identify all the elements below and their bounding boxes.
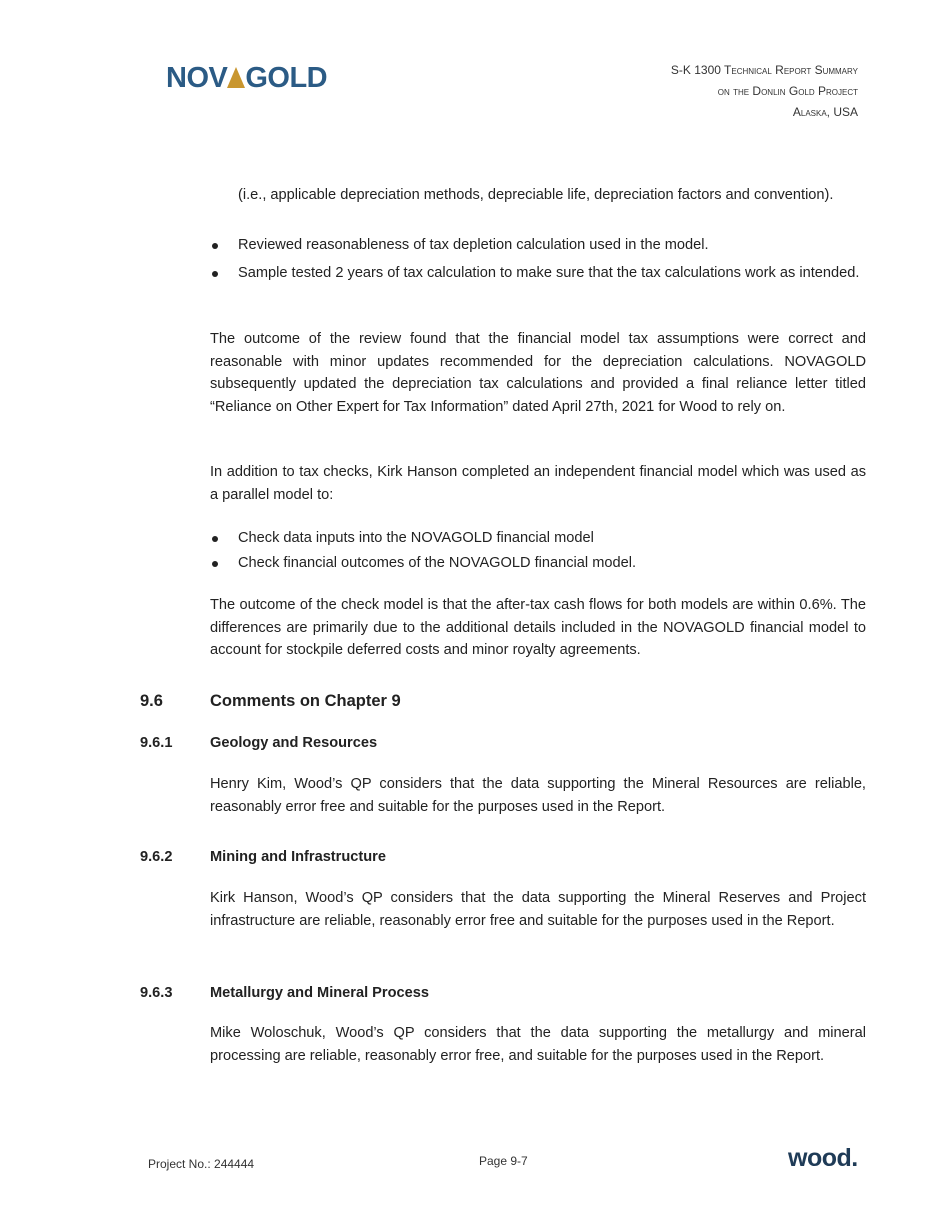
list-item: [210, 552, 866, 576]
report-title: [671, 60, 858, 123]
wood-logo: wood.: [788, 1144, 858, 1172]
list-item-text: Check data inputs into the NOVAGOLD financial model: [238, 530, 594, 546]
logo-text-left: NOV: [166, 62, 228, 94]
subsection-number: 9.6.3: [140, 985, 173, 1001]
list-item-text: Sample tested 2 years of tax calculation to make sure that the tax calculations work as intended.: [238, 264, 860, 281]
subsection-number: 9.6.1: [140, 735, 173, 751]
list-item: [210, 234, 866, 258]
logo-text-right: GOLD: [245, 62, 328, 94]
paragraph-check-model: The outcome of the check model is that the after-tax cash flows for both models are within 0.6%. The differences are primarily due to the additional details included in the NOVAGOLD financial model to account for stockpile deferred costs and minor royalty agreements.: [210, 597, 866, 659]
bullet-icon: [212, 561, 218, 567]
subsection-heading-geology: [140, 735, 377, 751]
section-number: 9.6: [140, 692, 163, 710]
report-title-line-1: S-K 1300 Technical Report Summary: [670, 63, 858, 77]
page-number: Page 9-7: [479, 1154, 528, 1168]
paragraph-mining: Kirk Hanson, Wood’s QP considers that the data supporting the Mineral Reserves and Project infrastructure are reliable, reasonably error free and suitable for the purposes used in the Report.: [210, 890, 866, 929]
list-item-text: Check financial outcomes of the NOVAGOLD financial model.: [238, 554, 636, 571]
subsection-title: Metallurgy and Mineral Process: [210, 985, 429, 1001]
paragraph-tax-checks: In addition to tax checks, Kirk Hanson completed an independent financial model which was used as a parallel model to:: [210, 464, 866, 503]
list-item-text: Reviewed reasonableness of tax depletion calculation used in the model.: [238, 237, 709, 253]
bullet-list-top: [210, 234, 866, 285]
project-number: Project No.: 244444: [148, 1157, 255, 1171]
report-title-line-3: Alaska, USA: [792, 105, 858, 119]
section-heading: [140, 692, 401, 711]
paragraph-review-outcome: The outcome of the review found that the financial model tax assumptions were correct and reasonable with minor updates recommended for the depreciation calculations. NOVAGOLD subsequently updated the depreciation tax calculations and provided a final reliance letter titled “Reliance on Other Expert for Tax Information” dated April 27th, 2021 for Wood to rely on.: [210, 331, 866, 416]
paragraph-geology: Henry Kim, Wood’s QP considers that the data supporting the Mineral Resources are reliable, reasonably error free and suitable for the purposes used in the Report.: [210, 776, 866, 815]
list-item: [210, 262, 866, 286]
subsection-number: 9.6.2: [140, 849, 173, 865]
paragraph-metallurgy: Mike Woloschuk, Wood’s QP considers that the data supporting the metallurgy and mineral processing are reliable, reasonably error free, and suitable for the purposes used in the Report.: [210, 1025, 866, 1064]
continued-bullet-text: (i.e., applicable depreciation methods, depreciable life, depreciation factors and convention).: [238, 187, 834, 203]
subsection-title: Mining and Infrastructure: [210, 849, 386, 865]
subsection-heading-mining: [140, 849, 386, 865]
subsection-heading-metallurgy: [140, 985, 429, 1001]
subsection-title: Geology and Resources: [210, 735, 378, 751]
bullet-icon: [212, 271, 218, 277]
report-title-line-2: on the Donlin Gold Project: [717, 84, 858, 98]
logo-triangle-icon: [227, 67, 245, 88]
bullet-icon: [212, 536, 218, 542]
section-title: Comments on Chapter 9: [210, 692, 401, 710]
bullet-list-checks: [210, 527, 866, 575]
list-item: [210, 527, 866, 551]
novagold-logo: [166, 64, 327, 93]
bullet-icon: [212, 243, 218, 249]
